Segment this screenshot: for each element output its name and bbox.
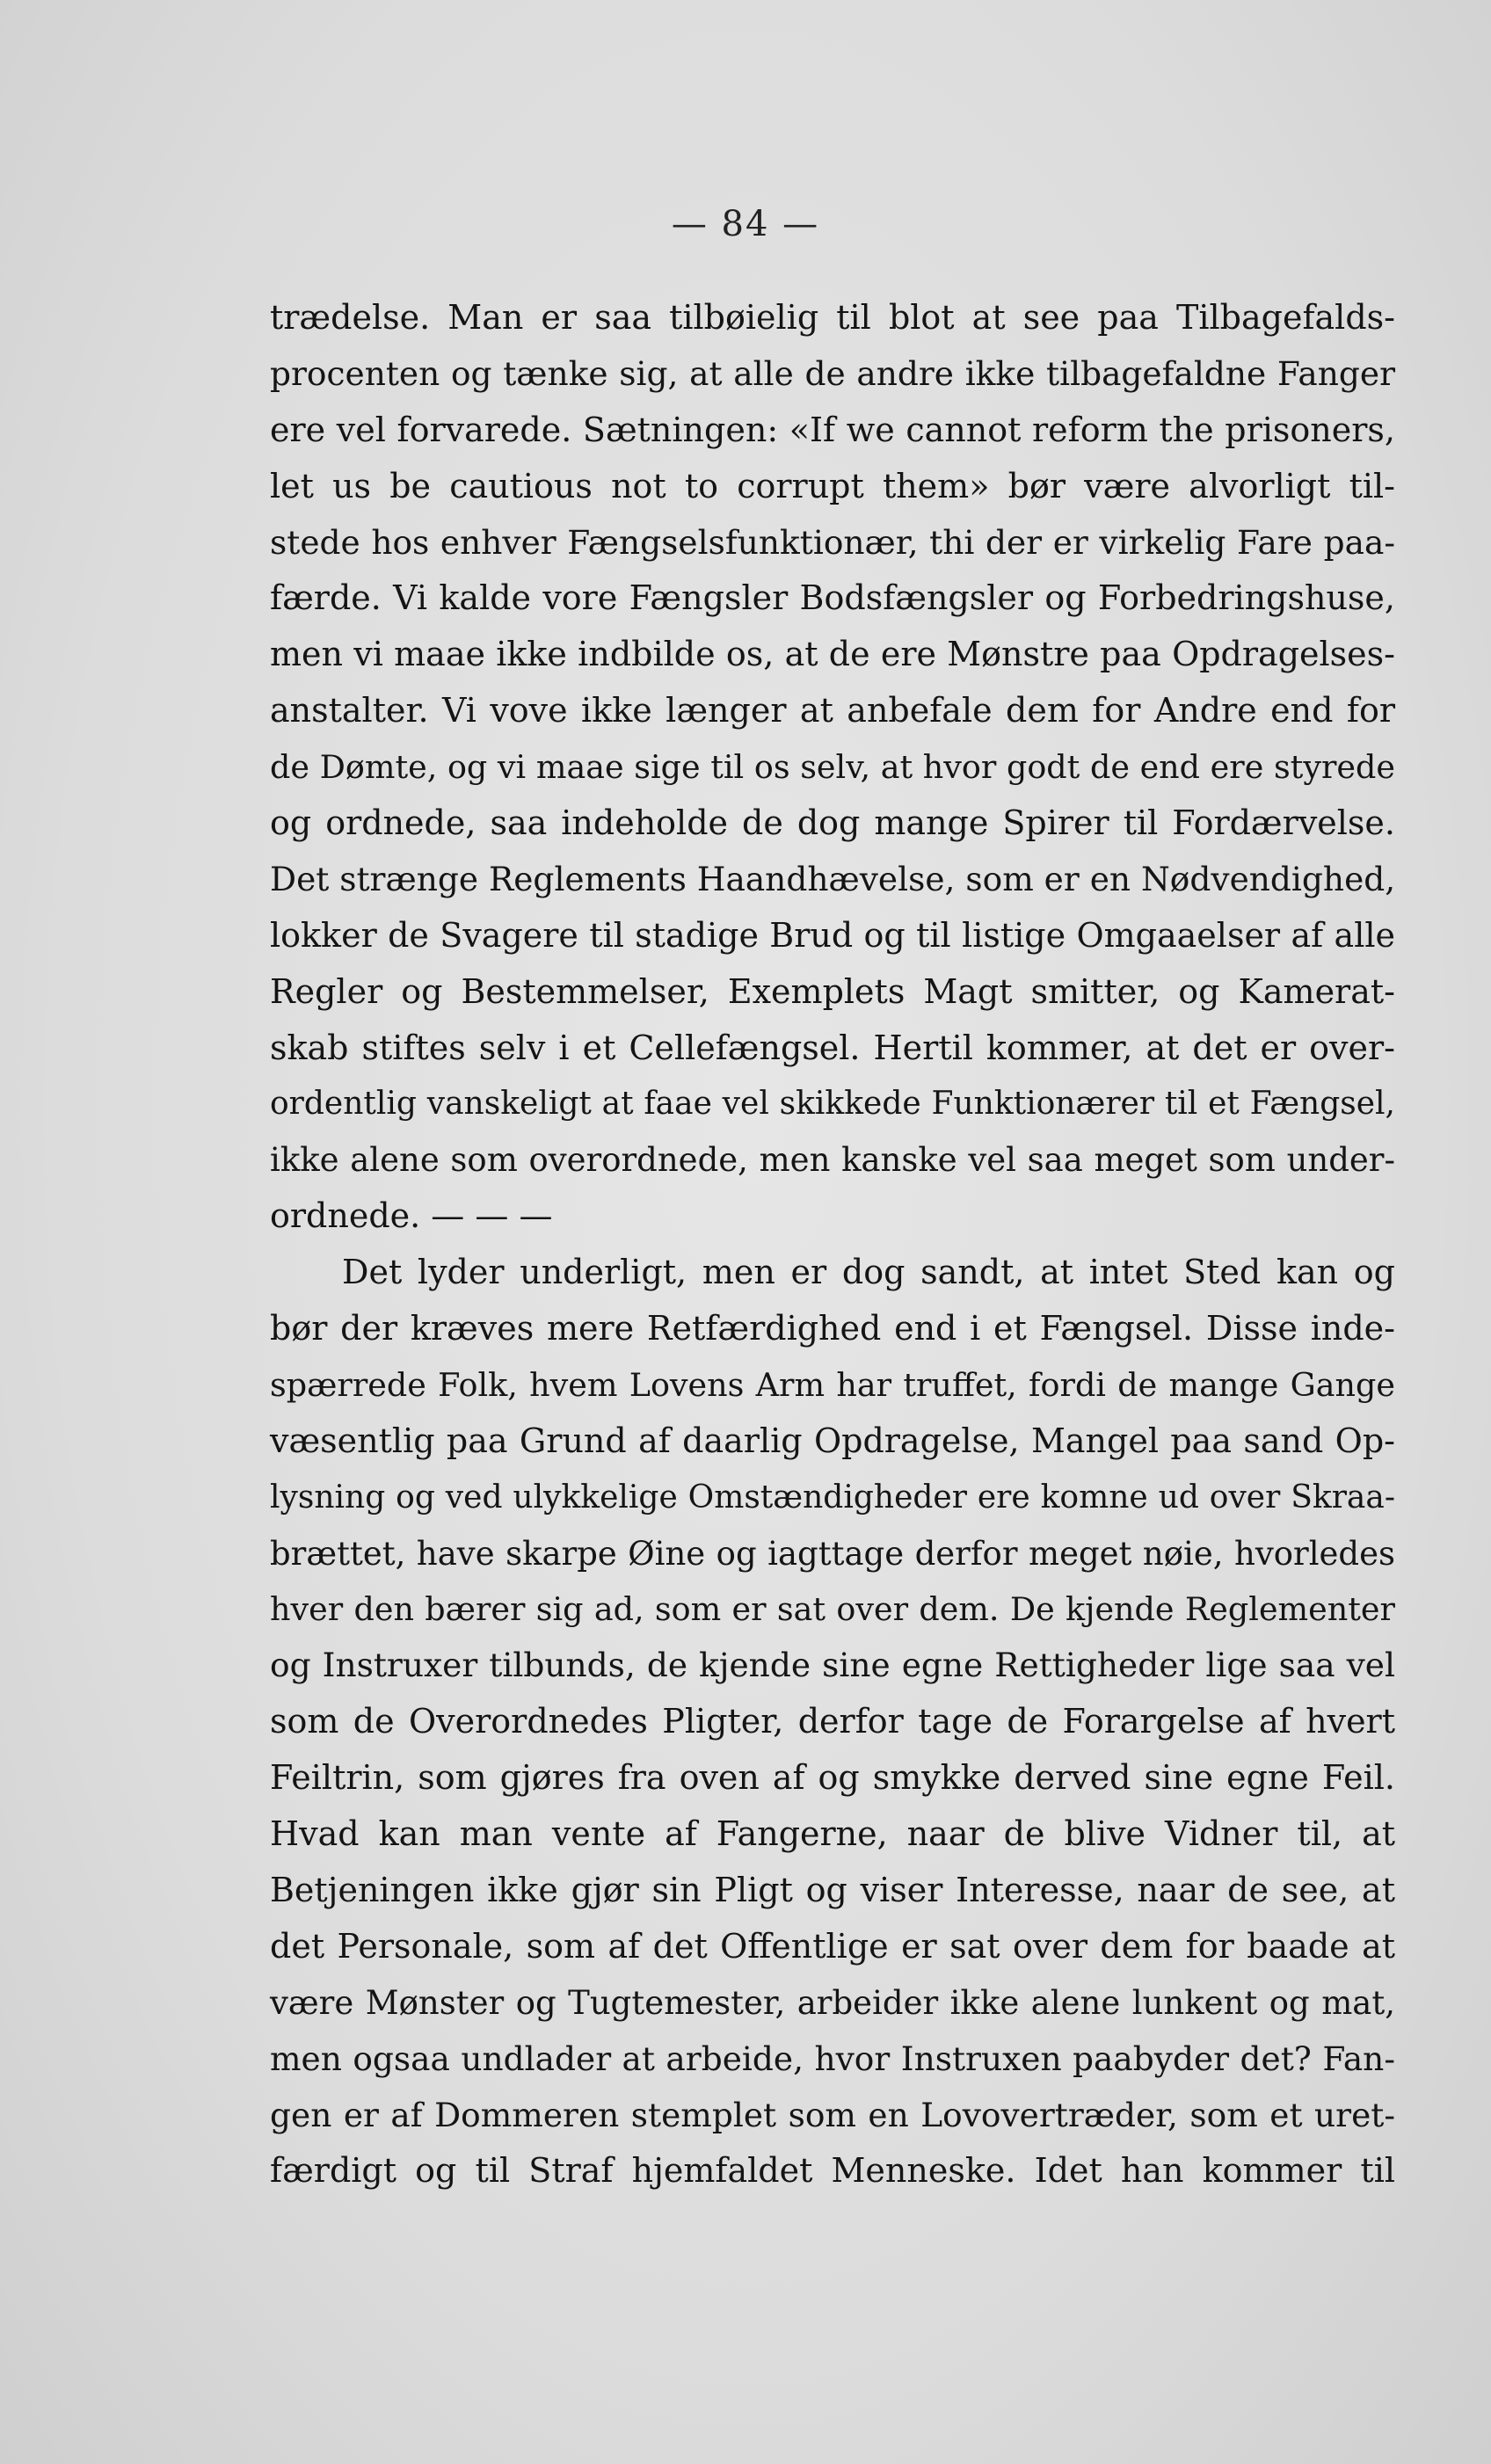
text-line: og Instruxer tilbunds, de kjende sine egne Rettigheder lige saa vel (270, 1646, 1395, 1685)
text-line: Feiltrin, som gjøres fra oven af og smykke derved sine egne Feil. (270, 1758, 1395, 1798)
body-text (270, 290, 1395, 2199)
text-line: men vi maae ikke indbilde os, at de ere Mønstre paa Opdragelses- (270, 635, 1395, 674)
text-line: de Dømte, og vi maae sige til os selv, at hvor godt de end ere styrede (270, 748, 1395, 787)
text-line: brættet, have skarpe Øine og iagttage derfor meget nøie, hvorledes (270, 1534, 1395, 1573)
text-line: trædelse. Man er saa tilbøielig til blot at see paa Tilbagefalds- (270, 298, 1395, 337)
text-line: let us be cautious not to corrupt them» bør være alvorligt til- (270, 466, 1395, 505)
text-line: færdigt og til Straf hjemfaldet Menneske. Idet han kommer til (270, 2151, 1395, 2191)
text-line: hver den bærer sig ad, som er sat over dem. De kjende Reglementer (270, 1590, 1395, 1629)
text-line: være Mønster og Tugtemester, arbeider ikke alene lunkent og mat, (270, 1983, 1395, 2022)
text-line: færde. Vi kalde vore Fængsler Bodsfængsler og Forbedringshuse, (270, 578, 1395, 618)
text-line: gen er af Dommeren stemplet som en Lovovertræder, som et uret- (270, 2095, 1395, 2134)
page-number: — 84 — (671, 204, 820, 244)
text-line: lokker de Svagere til stadige Brud og til listige Omgaaelser af alle (270, 915, 1395, 955)
paragraph-start-line: Det lyder underligt, men er dog sandt, at intet Sted kan og (342, 1253, 1395, 1292)
text-line: stede hos enhver Fængselsfunktionær, thi der er virkelig Fare paa- (270, 522, 1395, 562)
text-line: men ogsaa undlader at arbeide, hvor Instruxen paabyder det? Fan- (270, 2039, 1395, 2078)
text-line: væsentlig paa Grund af daarlig Opdragelse, Mangel paa sand Op- (270, 1421, 1395, 1460)
text-line: Hvad kan man vente af Fangerne, naar de blive Vidner til, at (270, 1814, 1395, 1854)
text-line: og ordnede, saa indeholde de dog mange Spirer til Fordærvelse. (270, 803, 1395, 843)
text-line: ordentlig vanskeligt at faae vel skikkede Funktionærer til et Fængsel, (270, 1086, 1395, 1123)
text-line: ordnede. — — — (270, 1196, 553, 1236)
text-line: Det strænge Reglements Haandhævelse, som er en Nødvendighed, (270, 859, 1396, 898)
text-line: lysning og ved ulykkelige Omstændigheder ere komne ud over Skraa- (270, 1479, 1395, 1515)
text-line: Betjeningen ikke gjør sin Pligt og viser Interesse, naar de see, at (270, 1870, 1395, 1909)
text-line: Regler og Bestemmelser, Exemplets Magt smitter, og Kamerat- (270, 971, 1395, 1011)
text-line: bør der kræves mere Retfærdighed end i et Fængsel. Disse inde- (270, 1309, 1395, 1348)
text-line: ikke alene som overordnede, men kanske vel saa meget som under- (270, 1141, 1395, 1180)
text-line: spærrede Folk, hvem Lovens Arm har truffet, fordi de mange Gange (270, 1365, 1395, 1404)
text-line: anstalter. Vi vove ikke længer at anbefale dem for Andre end for (270, 691, 1395, 730)
text-line: ere vel forvarede. Sætningen: «If we cannot reform the prisoners, (270, 410, 1395, 449)
text-line: procenten og tænke sig, at alle de andre ikke tilbagefaldne Fanger (270, 353, 1395, 393)
text-line: som de Overordnedes Pligter, derfor tage de Forargelse af hvert (270, 1702, 1395, 1741)
text-line: skab stiftes selv i et Cellefængsel. Hertil kommer, at det er over- (270, 1028, 1395, 1067)
text-line: det Personale, som af det Offentlige er sat over dem for baade at (270, 1926, 1395, 1966)
